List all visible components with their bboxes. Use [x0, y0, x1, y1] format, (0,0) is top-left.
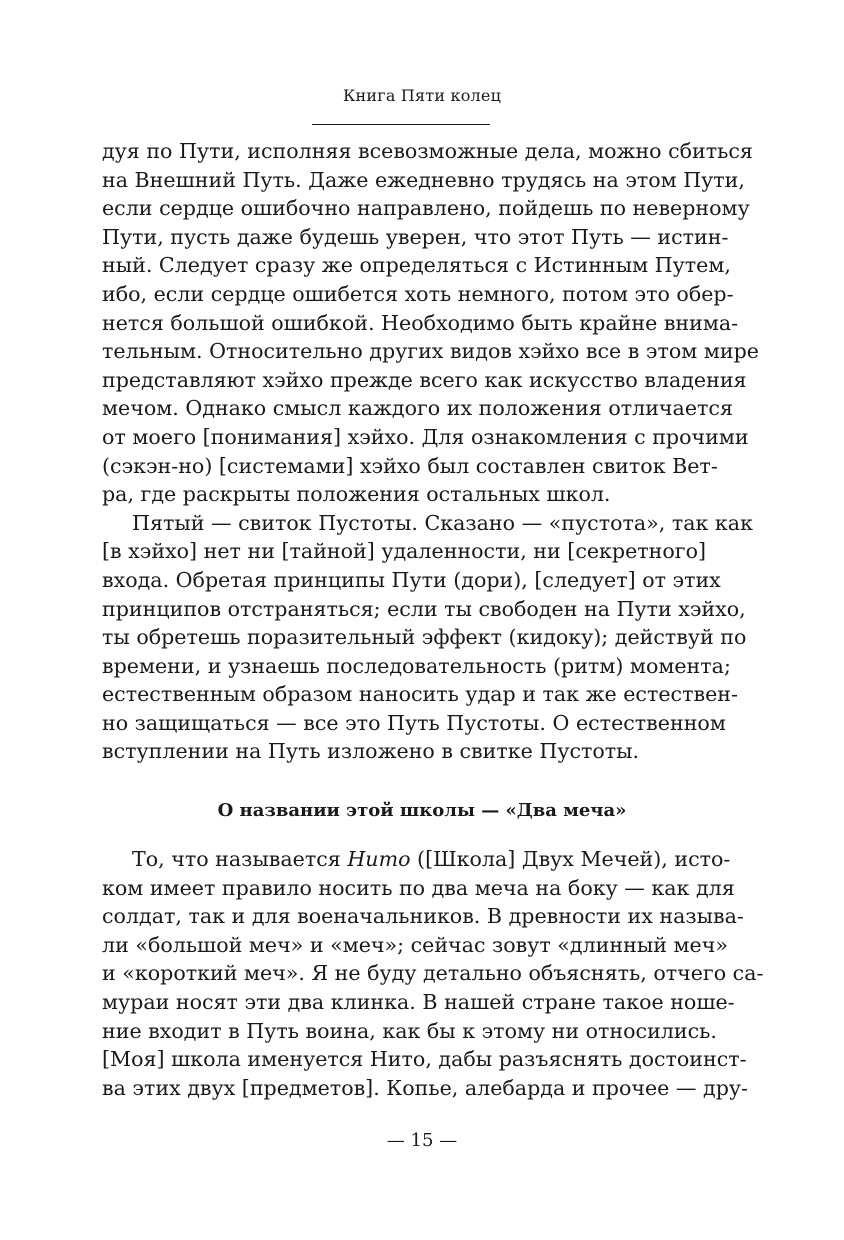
text-line: если сердце ошибочно направлено, пойдешь по неверному: [102, 196, 750, 221]
running-head-rule: [312, 124, 490, 125]
text-line: нется большой ошибкой. Необходимо быть крайне внима-: [102, 310, 739, 335]
text-line: представляют хэйхо прежде всего как искусство владения: [102, 367, 747, 392]
text-line: вступлении на Путь изложено в свитке Пустоты.: [102, 739, 640, 764]
text-line: ли «большой меч» и «меч»; сейчас зовут «длинный меч»: [102, 932, 728, 957]
page-number: — 15 —: [386, 1130, 458, 1151]
text-line: мураи носят эти два клинка. В нашей стране такое ноше-: [102, 989, 735, 1014]
text-line: [в хэйхо] нет ни [тайной] удаленности, ни [секретного]: [102, 539, 707, 564]
text-line: солдат, так и для военачальников. В древности их называ-: [102, 904, 744, 929]
text-line: от моего [понимания] хэйхо. Для ознакомления с прочими: [102, 424, 749, 449]
text-line: ный. Следует сразу же определяться с Истинным Путем,: [102, 253, 731, 278]
text-line: входа. Обретая принципы Пути (дори), [следует] от этих: [102, 567, 721, 592]
text-line: но защищаться — все это Путь Пустоты. О естественном: [102, 710, 726, 735]
text-line: ком имеет правило носить по два меча на боку — как для: [102, 875, 735, 900]
text-line: ра, где раскрыты положения остальных школ.: [102, 482, 611, 507]
running-head: Книга Пяти колец: [342, 86, 502, 105]
text-line: (сэкэн-но) [системами] хэйхо был составлен свиток Вет-: [102, 453, 718, 478]
text-line: и «короткий меч». Я не буду детально объяснять, отчего са-: [102, 961, 764, 986]
text-line: естественным образом наносить удар и так же естествен-: [102, 682, 738, 707]
text-line: [Моя] школа именуется Нито, дабы разъяснять достоинст-: [102, 1047, 747, 1072]
text-line: дуя по Пути, исполняя всевозможные дела, можно сбиться: [102, 139, 753, 163]
section-heading: О названии этой школы — «Два меча»: [217, 800, 627, 821]
text-line: Пути, пусть даже будешь уверен, что этот Путь — истин-: [102, 224, 729, 249]
text-line: принципов отстраняться; если ты свободен на Пути хэйхо,: [102, 596, 746, 621]
text-fragment: ([Школа] Двух Мечей), исто-: [410, 847, 731, 871]
text-line: мечом. Однако смысл каждого их положения отличается: [102, 396, 733, 421]
italic-term: Нито: [347, 847, 411, 871]
text-line: ты обретешь поразительный эффект (кидоку); действуй по: [102, 625, 747, 650]
text-line: ва этих двух [предметов]. Копье, алебарда и прочее — дру-: [102, 1075, 748, 1100]
text-line: времени, и узнаешь последовательность (ритм) момента;: [102, 653, 731, 678]
text-line: тельным. Относительно других видов хэйхо все в этом мире: [102, 339, 759, 364]
text-line: Пятый — свиток Пустоты. Сказано — «пустота», так как: [132, 510, 753, 535]
body-text-bottom: [102, 845, 764, 1102]
text-line: [102, 845, 731, 874]
body-text-top: [102, 137, 759, 766]
text-line: на Внешний Путь. Даже ежедневно трудясь на этом Пути,: [102, 167, 745, 192]
text-fragment: То, что называется: [132, 847, 348, 871]
text-line: ние входит в Путь воина, как бы к этому ни относились.: [102, 1018, 717, 1043]
text-line: ибо, если сердце ошибется хоть немного, потом это обер-: [102, 281, 734, 306]
